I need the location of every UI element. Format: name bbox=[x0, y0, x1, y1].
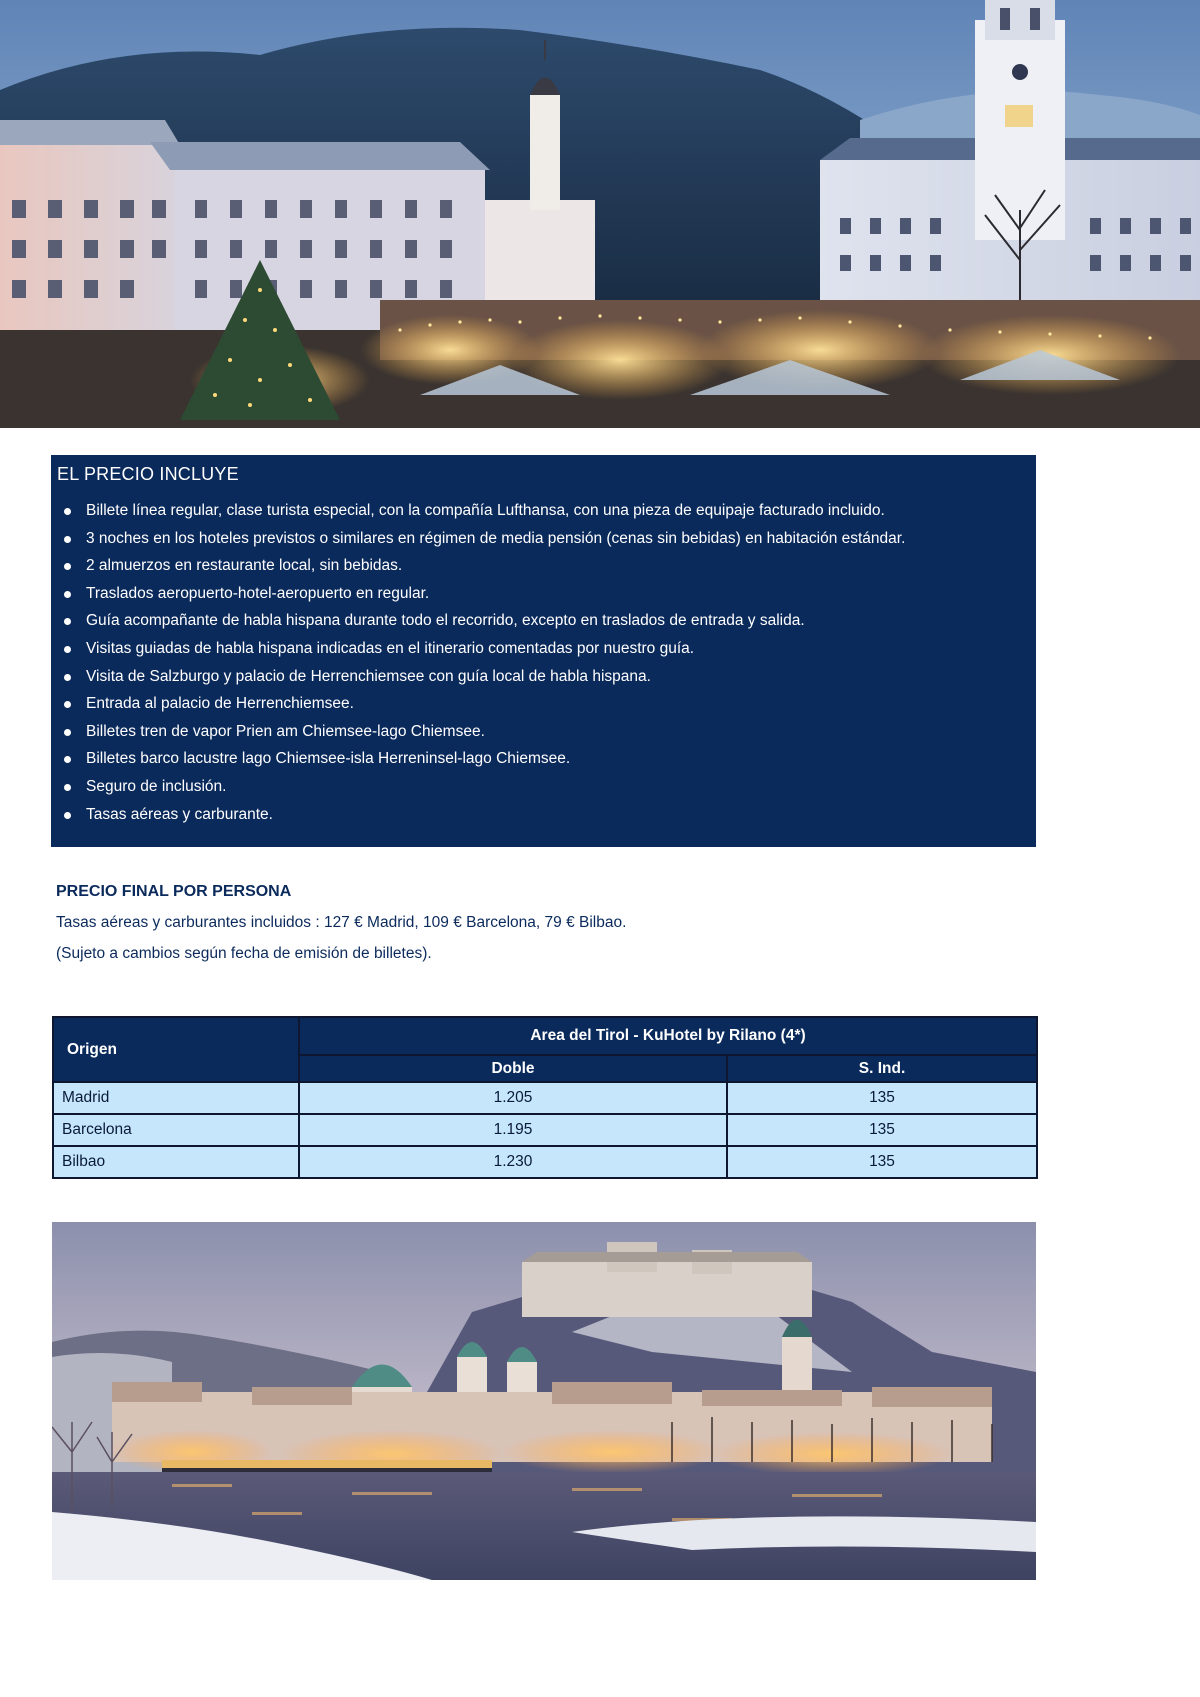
double-price: 1.230 bbox=[299, 1146, 727, 1178]
price-note: (Sujeto a cambios según fecha de emisión de billetes). bbox=[56, 945, 432, 962]
final-price-title: PRECIO FINAL POR PERSONA bbox=[56, 883, 292, 900]
origin-city: Barcelona bbox=[53, 1114, 299, 1146]
price-table bbox=[52, 1016, 1038, 1179]
list-item: Billetes tren de vapor Prien am Chiemsee-lago Chiemsee. bbox=[57, 718, 1036, 746]
double-header: Doble bbox=[299, 1055, 727, 1082]
hero-photo bbox=[0, 0, 1200, 428]
salzburg-photo bbox=[52, 1222, 1036, 1580]
list-item: Visitas guiadas de habla hispana indicadas en el itinerario comentadas por nuestro guía. bbox=[57, 635, 1036, 663]
double-price: 1.205 bbox=[299, 1082, 727, 1114]
table-row bbox=[53, 1082, 1037, 1114]
table-row bbox=[53, 1146, 1037, 1178]
single-supplement: 135 bbox=[727, 1082, 1037, 1114]
list-item: Seguro de inclusión. bbox=[57, 773, 1036, 801]
taxes-text: Tasas aéreas y carburantes incluidos : 127 € Madrid, 109 € Barcelona, 79 € Bilbao. bbox=[56, 914, 627, 931]
origin-city: Bilbao bbox=[53, 1146, 299, 1178]
list-item: Entrada al palacio de Herrenchiemsee. bbox=[57, 690, 1036, 718]
double-price: 1.195 bbox=[299, 1114, 727, 1146]
list-item: Billetes barco lacustre lago Chiemsee-isla Herreninsel-lago Chiemsee. bbox=[57, 745, 1036, 773]
list-item: Tasas aéreas y carburante. bbox=[57, 801, 1036, 829]
price-includes-box bbox=[51, 455, 1036, 847]
single-supplement: 135 bbox=[727, 1146, 1037, 1178]
list-item: Billete línea regular, clase turista especial, con la compañía Lufthansa, con una pieza de equipaje facturado incluido. bbox=[57, 497, 1036, 525]
table-row bbox=[53, 1114, 1037, 1146]
single-supplement: 135 bbox=[727, 1114, 1037, 1146]
origin-city: Madrid bbox=[53, 1082, 299, 1114]
price-includes-list bbox=[57, 497, 1036, 828]
list-item: Traslados aeropuerto-hotel-aeropuerto en regular. bbox=[57, 580, 1036, 608]
origin-header: Origen bbox=[53, 1017, 299, 1082]
list-item: Visita de Salzburgo y palacio de Herrenchiemsee con guía local de habla hispana. bbox=[57, 663, 1036, 691]
single-header: S. Ind. bbox=[727, 1055, 1037, 1082]
price-includes-title: EL PRECIO INCLUYE bbox=[57, 464, 239, 484]
hotel-header: Area del Tirol - KuHotel by Rilano (4*) bbox=[299, 1017, 1037, 1055]
list-item: 2 almuerzos en restaurante local, sin bebidas. bbox=[57, 552, 1036, 580]
list-item: 3 noches en los hoteles previstos o similares en régimen de media pensión (cenas sin bebidas) en habitación estándar. bbox=[57, 525, 1036, 553]
list-item: Guía acompañante de habla hispana durante todo el recorrido, excepto en traslados de entrada y salida. bbox=[57, 607, 1036, 635]
